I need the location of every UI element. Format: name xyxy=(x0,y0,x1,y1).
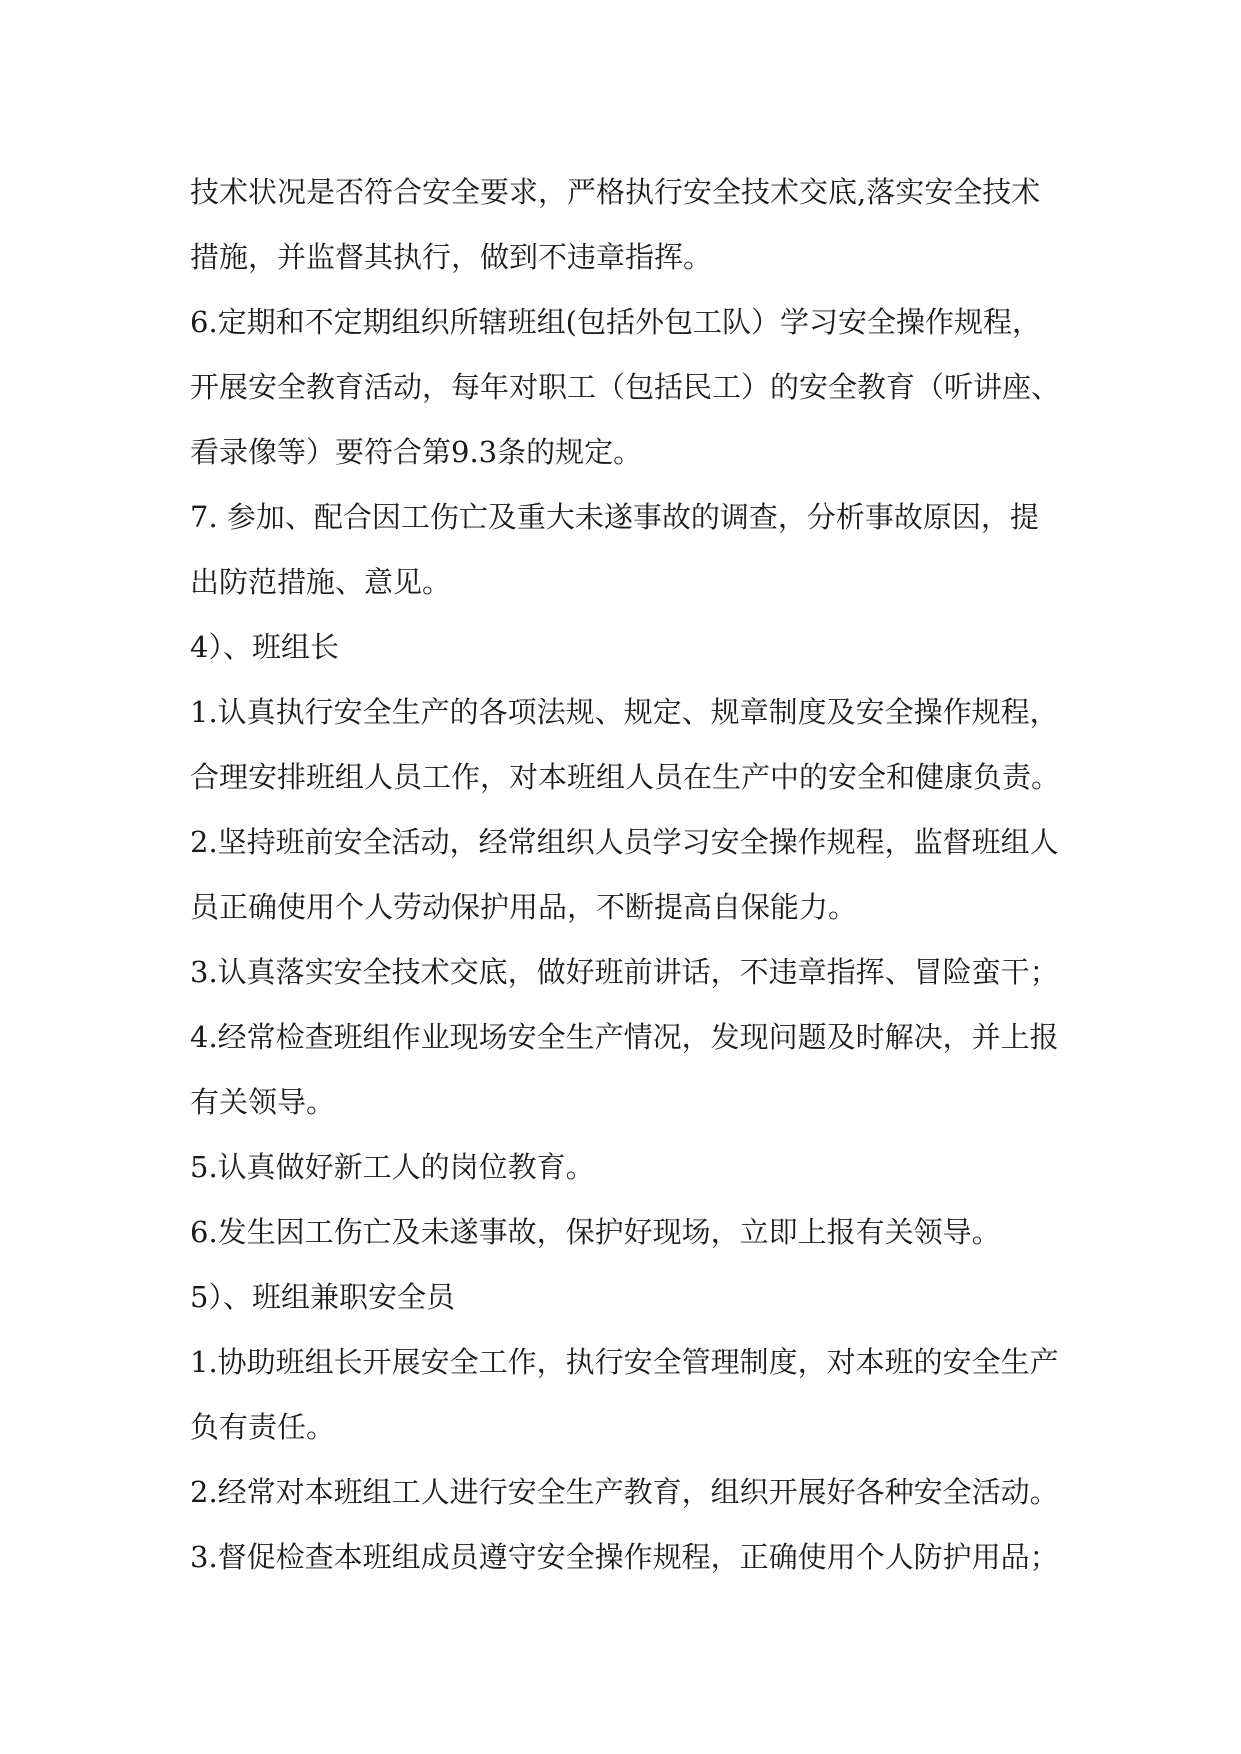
section-heading: 5）、班组兼职安全员 xyxy=(190,1280,455,1314)
text-line: 技术状况是否符合安全要求，严格执行安全技术交底,落实安全技术 xyxy=(190,175,1041,209)
section-heading: 4）、班组长 xyxy=(190,630,339,664)
text-line: 有关领导。 xyxy=(190,1085,336,1119)
text-line: 5.认真做好新工人的岗位教育。 xyxy=(190,1150,595,1184)
document-body xyxy=(190,160,1070,1590)
text-line: 3.认真落实安全技术交底，做好班前讲话，不违章指挥、冒险蛮干； xyxy=(190,955,1059,989)
text-line: 3.督促检查本班组成员遵守安全操作规程，正确使用个人防护用品； xyxy=(190,1540,1059,1574)
text-line: 1.协助班组长开展安全工作，执行安全管理制度，对本班的安全生产 xyxy=(190,1345,1059,1379)
text-line: 1.认真执行安全生产的各项法规、规定、规章制度及安全操作规程， xyxy=(190,695,1059,729)
text-line: 6.发生因工伤亡及未遂事故，保护好现场，立即上报有关领导。 xyxy=(190,1215,1001,1249)
text-line: 2.坚持班前安全活动，经常组织人员学习安全操作规程，监督班组人 xyxy=(190,825,1059,859)
text-line: 合理安排班组人员工作，对本班组人员在生产中的安全和健康负责。 xyxy=(190,760,1061,794)
text-line: 措施，并监督其执行，做到不违章指挥。 xyxy=(190,240,713,274)
text-line: 员正确使用个人劳动保护用品，不断提高自保能力。 xyxy=(190,890,858,924)
text-line: 开展安全教育活动，每年对职工（包括民工）的安全教育（听讲座、 xyxy=(190,370,1061,404)
text-line: 7. 参加、配合因工伤亡及重大未遂事故的调查，分析事故原因，提 xyxy=(190,500,1039,534)
text-line: 出防范措施、意见。 xyxy=(190,565,452,599)
text-line: 负有责任。 xyxy=(190,1410,336,1444)
text-line: 2.经常对本班组工人进行安全生产教育，组织开展好各种安全活动。 xyxy=(190,1475,1059,1509)
text-line: 看录像等）要符合第9.3条的规定。 xyxy=(190,435,643,469)
text-line: 6.定期和不定期组织所辖班组(包括外包工队）学习安全操作规程， xyxy=(190,305,1041,339)
text-line: 4.经常检查班组作业现场安全生产情况，发现问题及时解决，并上报 xyxy=(190,1020,1059,1054)
